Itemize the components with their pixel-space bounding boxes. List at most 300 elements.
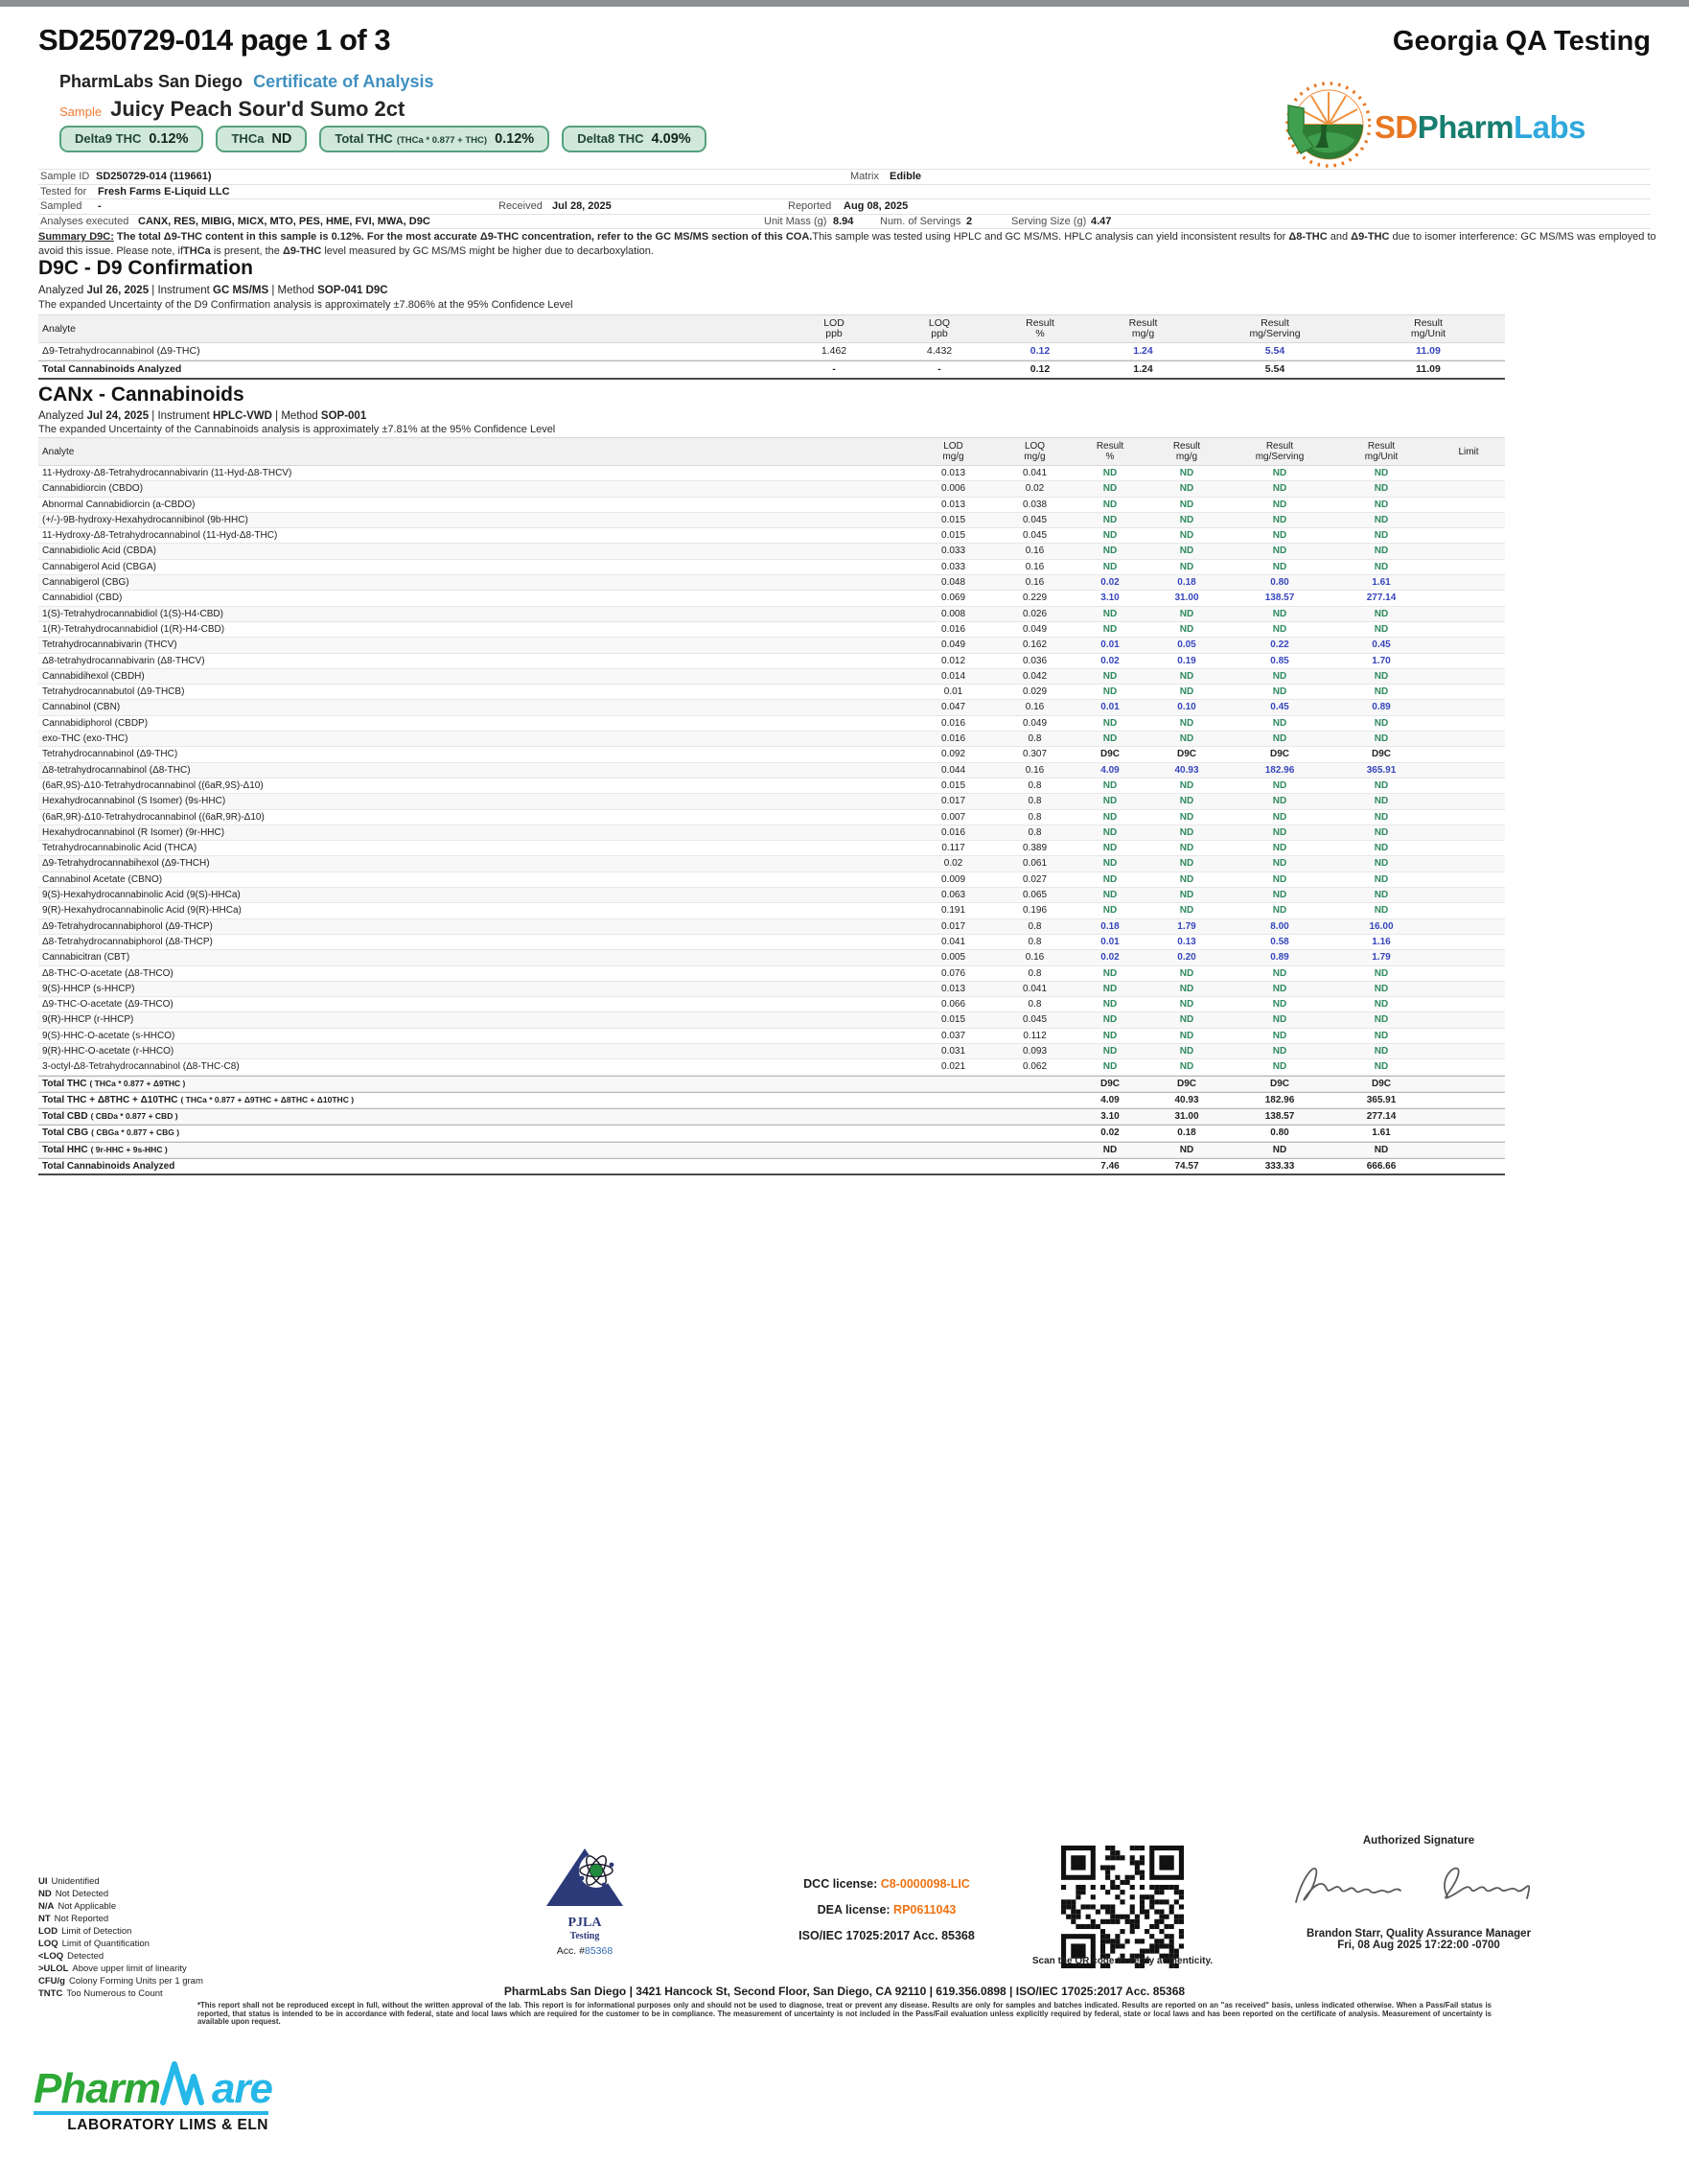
- lab-name: PharmLabs San Diego: [59, 72, 243, 91]
- lod-value: [913, 1077, 994, 1091]
- sample-label: Sample: [59, 105, 103, 119]
- table-row: [38, 1012, 1505, 1028]
- lod-value: 0.076: [940, 967, 966, 979]
- meta-text: Analyzed: [38, 410, 87, 422]
- result-mg-g: ND: [1179, 1030, 1194, 1041]
- limit-value: [1432, 997, 1505, 1011]
- qr-caption: Scan the QR code to verify authenticity.: [1031, 1956, 1214, 1966]
- info-row-sample-id: [38, 169, 1651, 184]
- limit-value: [1432, 498, 1505, 512]
- matrix-value: Edible: [890, 171, 922, 182]
- loq-value: 0.8: [1028, 967, 1042, 979]
- meta-text: | Method: [268, 285, 318, 296]
- limit-value: [1432, 685, 1505, 699]
- lod-value: 0.044: [940, 764, 966, 776]
- signer-name: Brandon Starr, Quality Assurance Manager: [1306, 1928, 1532, 1940]
- meta-text: HPLC-VWD: [213, 410, 272, 422]
- result-mg-serving: ND: [1272, 905, 1287, 917]
- analyte-name: Cannabicitran (CBT): [42, 952, 130, 964]
- pjla-name: PJLA: [567, 1916, 602, 1930]
- result-percent: 0.02: [1100, 655, 1120, 666]
- received-label: Received: [498, 200, 543, 213]
- dcc-license-value: C8-0000098-LIC: [880, 1877, 970, 1891]
- result-mg-unit: ND: [1374, 1045, 1389, 1057]
- analyte-name: Tetrahydrocannabinolic Acid (THCA): [42, 843, 197, 854]
- result-mg-serving: ND: [1272, 1144, 1287, 1155]
- analyte-name: Δ8-tetrahydrocannabinol (Δ8-THC): [42, 764, 191, 776]
- result-percent: 0.01: [1100, 702, 1120, 713]
- result-mg-serving: ND: [1272, 546, 1287, 557]
- legend-desc: Limit of Detection: [61, 1926, 132, 1937]
- result-mg-serving: ND: [1272, 717, 1287, 729]
- analyte-name: Δ8-tetrahydrocannabivarin (Δ8-THCV): [42, 655, 205, 666]
- legend-desc: Not Applicable: [58, 1901, 117, 1912]
- lod-value: 0.01: [943, 686, 963, 698]
- lod-value: 0.047: [940, 702, 966, 713]
- legend-desc: Not Detected: [55, 1889, 109, 1899]
- analyte-name: Tetrahydrocannabutol (Δ9-THCB): [42, 686, 185, 698]
- result-mg-serving: D9C: [1269, 1078, 1289, 1089]
- result-mg-serving: 0.89: [1270, 952, 1289, 964]
- result-percent: ND: [1102, 983, 1118, 994]
- pjla-accreditation: [518, 1846, 652, 1957]
- result-mg-unit: 277.14: [1366, 592, 1397, 604]
- summary-paragraph: [38, 230, 1658, 258]
- result-mg-serving: ND: [1272, 999, 1287, 1011]
- table-row: [38, 778, 1505, 794]
- result-mg-serving: ND: [1272, 890, 1287, 901]
- analyte-name: Hexahydrocannabinol (S Isomer) (9s-HHC): [42, 796, 226, 807]
- analyte-name: Δ8-Tetrahydrocannabiphorol (Δ8-THCP): [42, 936, 213, 947]
- loq-value: 0.061: [1022, 858, 1048, 870]
- limit-value: [1432, 654, 1505, 668]
- column-header: Limit: [1458, 446, 1479, 457]
- info-row-dates: [38, 198, 1651, 214]
- loq-value: 0.112: [1023, 1030, 1047, 1041]
- result-mg-g: ND: [1179, 670, 1194, 682]
- result-percent: ND: [1102, 967, 1118, 979]
- result-mg-g: ND: [1179, 905, 1194, 917]
- loq-value: 0.16: [1025, 577, 1045, 589]
- limit-value: [1432, 560, 1505, 574]
- sample-id-label: Sample ID: [40, 171, 90, 182]
- serving-size-label: Serving Size (g): [1011, 215, 1087, 227]
- analyte-name: Tetrahydrocannabinol (Δ9-THC): [42, 749, 178, 760]
- legend-abbr: UI: [38, 1876, 48, 1887]
- table-row: [38, 654, 1505, 669]
- limit-value: [1432, 841, 1505, 855]
- legend-item: [38, 1963, 203, 1975]
- badge-value: 0.12%: [149, 131, 189, 147]
- table-row: [38, 591, 1505, 606]
- loq-value: 0.049: [1022, 623, 1048, 635]
- loq-value: 0.307: [1022, 749, 1048, 760]
- result-mg-g: 40.93: [1174, 1094, 1199, 1105]
- pjla-logo-icon: [544, 1896, 626, 1913]
- result-mg-serving: 0.45: [1270, 702, 1289, 713]
- program-title: Georgia QA Testing: [1392, 26, 1651, 57]
- analyte-name: 9(S)-HHC-O-acetate (s-HHCO): [42, 1030, 175, 1041]
- limit-value: [1432, 1077, 1505, 1091]
- limit-value: [1432, 903, 1505, 918]
- table-row: [38, 872, 1505, 888]
- result-mg-serving: 138.57: [1264, 592, 1295, 604]
- loq-value: 0.049: [1022, 717, 1048, 729]
- table-row: [38, 1059, 1505, 1075]
- badge-label: Delta9 THC: [75, 131, 142, 146]
- authorized-signature-block: [1246, 1835, 1591, 1951]
- table-row: [38, 498, 1505, 513]
- loq-value: 0.045: [1022, 514, 1048, 525]
- table-row: [38, 560, 1505, 575]
- loq-value: [994, 1126, 1076, 1140]
- analyte-name: Cannabigerol Acid (CBGA): [42, 561, 156, 572]
- loq-value: 0.8: [1028, 999, 1042, 1011]
- result-percent: ND: [1102, 779, 1118, 791]
- limit-value: [1432, 747, 1505, 761]
- limit-value: [1432, 466, 1505, 480]
- analyte-name: Total THC + Δ8THC + Δ10THC: [42, 1094, 178, 1105]
- limit-value: [1432, 669, 1505, 684]
- result-mg-serving: ND: [1272, 561, 1287, 572]
- analyte-name: Total THC: [42, 1078, 87, 1089]
- result-mg-unit: 1.70: [1372, 655, 1391, 666]
- canx-table-rows: [38, 466, 1505, 1175]
- tested-for-value: Fresh Farms E-Liquid LLC: [98, 185, 230, 197]
- loq-value: 0.16: [1025, 702, 1045, 713]
- sdpharmlabs-wordmark: SDPharmLabs: [1374, 108, 1585, 145]
- result-mg-unit: ND: [1374, 733, 1389, 745]
- result-mg-unit: D9C: [1371, 749, 1391, 760]
- potency-badge: [59, 126, 203, 152]
- result-mg-unit: ND: [1374, 561, 1389, 572]
- result-percent: D9C: [1099, 749, 1120, 760]
- limit-value: [1432, 856, 1505, 871]
- legend-item: [38, 1913, 203, 1925]
- analyte-name: 3-octyl-Δ8-Tetrahydrocannabinol (Δ8-THC-C8): [42, 1061, 240, 1073]
- loq-value: [994, 1093, 1076, 1107]
- limit-value: [1432, 622, 1505, 637]
- result-percent: ND: [1102, 999, 1118, 1011]
- summary-text: THCa: [183, 244, 211, 257]
- result-mg-g: 40.93: [1174, 764, 1199, 776]
- limit-value: [1432, 950, 1505, 964]
- result-mg-serving: 0.80: [1270, 577, 1289, 589]
- limit-value: [1432, 1109, 1505, 1124]
- result-mg-serving: ND: [1272, 1061, 1287, 1073]
- table-row: [38, 888, 1505, 903]
- result-mg-serving: ND: [1272, 686, 1287, 698]
- limit-value: [1432, 1159, 1505, 1173]
- analyte-formula: ( THCa * 0.877 + Δ9THC ): [89, 1078, 186, 1088]
- result-mg-g: ND: [1179, 717, 1194, 729]
- analyte-name: (6aR,9S)-Δ10-Tetrahydrocannabinol ((6aR,9S)-Δ10): [42, 779, 264, 791]
- limit-value: [1432, 607, 1505, 621]
- result-mg-serving: ND: [1272, 843, 1287, 854]
- legend-abbr: LOD: [38, 1926, 58, 1937]
- result-percent: ND: [1102, 890, 1118, 901]
- result-mg-unit: 11.09: [1416, 345, 1441, 357]
- result-mg-serving: 5.54: [1264, 345, 1285, 357]
- signature-image: [1275, 1909, 1562, 1925]
- result-mg-serving: ND: [1272, 514, 1287, 525]
- column-header: LOD ppb: [823, 317, 844, 339]
- lod-value: 0.014: [940, 670, 966, 682]
- badge-label: Delta8 THC: [577, 131, 644, 146]
- limit-value: [1432, 919, 1505, 934]
- result-percent: ND: [1102, 843, 1118, 854]
- table-row: [38, 669, 1505, 685]
- result-mg-g: 1.24: [1133, 363, 1153, 375]
- result-mg-serving: ND: [1272, 858, 1287, 870]
- loq-value: [994, 1159, 1076, 1173]
- analyte-name: Total CBG: [42, 1127, 89, 1139]
- analyte-name: Tetrahydrocannabivarin (THCV): [42, 639, 177, 651]
- analyte-name: (6aR,9R)-Δ10-Tetrahydrocannabinol ((6aR,9R)-Δ10): [42, 811, 265, 823]
- result-mg-g: 0.18: [1177, 1127, 1196, 1139]
- d9c-meta-line: [38, 285, 388, 296]
- legend-desc: Detected: [67, 1951, 104, 1962]
- result-percent: 3.10: [1100, 592, 1120, 604]
- lod-value: 0.016: [940, 717, 966, 729]
- result-percent: ND: [1102, 546, 1118, 557]
- result-percent: ND: [1102, 561, 1118, 572]
- loq-value: 0.16: [1025, 952, 1045, 964]
- result-mg-unit: ND: [1374, 905, 1389, 917]
- potency-badge: [319, 126, 549, 152]
- analyte-name: 9(R)-Hexahydrocannabinolic Acid (9(R)-HHCa): [42, 905, 242, 917]
- limit-value: [1432, 888, 1505, 902]
- analyte-name: 1(S)-Tetrahydrocannabidiol (1(S)-H4-CBD): [42, 608, 223, 619]
- pharmware-ware: are: [211, 2065, 273, 2112]
- table-row: [38, 950, 1505, 965]
- canx-uncertainty: The expanded Uncertainty of the Cannabinoids analysis is approximately ±7.81% at the 95% Confidence Level: [38, 424, 556, 435]
- lod-value: 0.117: [941, 843, 965, 854]
- result-percent: 0.02: [1100, 1127, 1120, 1139]
- loq-value: 0.8: [1028, 936, 1042, 947]
- analyses-label: Analyses executed: [40, 215, 129, 227]
- limit-value: [1432, 966, 1505, 981]
- result-percent: ND: [1102, 858, 1118, 870]
- lod-value: 0.049: [940, 639, 966, 651]
- result-mg-g: ND: [1179, 779, 1194, 791]
- table-row: [38, 607, 1505, 622]
- legend-abbr: NT: [38, 1914, 51, 1924]
- lab-address-line: PharmLabs San Diego | 3421 Hancock St, Second Floor, San Diego, CA 92110 | 619.356.0898 | ISO/IEC 17025:2017 Acc. 85368: [503, 1985, 1186, 1998]
- result-mg-g: 0.10: [1177, 702, 1196, 713]
- analyte-name: Abnormal Cannabidiorcin (a-CBDO): [42, 499, 196, 510]
- legend-desc: Not Reported: [54, 1914, 109, 1924]
- result-mg-g: ND: [1179, 1045, 1194, 1057]
- column-header: Result mg/g: [1172, 441, 1201, 462]
- limit-value: [1432, 700, 1505, 714]
- result-mg-g: ND: [1179, 811, 1194, 823]
- result-percent: ND: [1102, 1014, 1118, 1026]
- analyte-name: Δ8-THC-O-acetate (Δ8-THCO): [42, 967, 174, 979]
- serving-size-value: 4.47: [1091, 215, 1112, 227]
- result-mg-unit: ND: [1374, 1144, 1389, 1155]
- table-row: [38, 1142, 1505, 1158]
- result-mg-unit: ND: [1374, 670, 1389, 682]
- unit-mass-value: 8.94: [833, 215, 854, 227]
- summary-text: This sample was tested using HPLC and GC MS/MS. HPLC analysis can yield inconsistent results for: [812, 231, 1289, 243]
- result-mg-g: ND: [1179, 686, 1194, 698]
- analyte-name: 9(R)-HHCP (r-HHCP): [42, 1014, 134, 1026]
- result-mg-serving: ND: [1272, 779, 1287, 791]
- lod-value: 0.013: [940, 499, 966, 510]
- meta-text: | Instrument: [149, 285, 213, 296]
- result-mg-serving: 5.54: [1264, 363, 1285, 375]
- result-percent: ND: [1102, 1144, 1118, 1155]
- result-mg-g: ND: [1179, 999, 1194, 1011]
- limit-value: [1432, 794, 1505, 808]
- result-percent: ND: [1102, 468, 1118, 478]
- result-mg-unit: ND: [1374, 686, 1389, 698]
- sample-info-grid: [38, 169, 1651, 229]
- lod-value: 0.009: [940, 873, 966, 885]
- loq-value: -: [937, 363, 941, 375]
- legend-item: [38, 1875, 203, 1888]
- lod-value: 0.063: [940, 890, 966, 901]
- signature-date: Fri, 08 Aug 2025 17:22:00 -0700: [1337, 1940, 1500, 1951]
- result-percent: ND: [1102, 826, 1118, 838]
- result-percent: ND: [1102, 905, 1118, 917]
- limit-value: [1432, 763, 1505, 778]
- lod-value: 0.013: [940, 983, 966, 994]
- summary-text: level measured by GC MS/MS might be higher due to decarboxylation.: [321, 244, 654, 257]
- legend-desc: Colony Forming Units per 1 gram: [68, 1976, 203, 1987]
- result-mg-serving: 0.22: [1270, 639, 1289, 651]
- d9c-table-rows: [38, 343, 1505, 380]
- result-percent: ND: [1102, 514, 1118, 525]
- column-header: Result mg/Serving: [1255, 441, 1305, 462]
- limit-value: [1432, 591, 1505, 605]
- certificate-label: Certificate of Analysis: [253, 72, 434, 91]
- result-mg-unit: ND: [1374, 873, 1389, 885]
- sdpharmlabs-logo: [1283, 81, 1585, 174]
- result-mg-g: D9C: [1176, 1078, 1196, 1089]
- analyte-name: Cannabinol Acetate (CBNO): [42, 873, 163, 885]
- loq-value: 0.027: [1022, 873, 1048, 885]
- lod-value: 0.048: [940, 577, 966, 589]
- result-mg-serving: 0.80: [1270, 1127, 1289, 1139]
- result-mg-g: ND: [1179, 608, 1194, 619]
- table-row: [38, 544, 1505, 559]
- result-mg-serving: ND: [1272, 1014, 1287, 1026]
- window-edge: [0, 0, 1689, 7]
- analyte-name: Δ9-Tetrahydrocannabinol (Δ9-THC): [42, 345, 200, 357]
- summary-text: due to isomer interference: GC MS/MS was employed to avoid this issue. Please note, if: [38, 231, 1656, 257]
- loq-value: 0.8: [1028, 733, 1042, 745]
- lod-value: 0.033: [940, 546, 966, 557]
- result-mg-g: ND: [1179, 468, 1194, 478]
- column-header: LOQ mg/g: [1024, 441, 1046, 462]
- result-mg-serving: 0.58: [1270, 936, 1289, 947]
- canx-meta-line: [38, 410, 366, 422]
- accreditation-link[interactable]: 85368: [584, 1945, 613, 1957]
- table-row: [38, 1158, 1505, 1175]
- loq-value: 0.16: [1025, 764, 1045, 776]
- result-mg-unit: ND: [1374, 843, 1389, 854]
- legend-desc: Above upper limit of linearity: [72, 1963, 187, 1974]
- loq-value: [994, 1077, 1076, 1091]
- result-mg-g: ND: [1179, 623, 1194, 635]
- canx-table-header: [38, 437, 1505, 466]
- table-row: [38, 716, 1505, 732]
- loq-value: [994, 1143, 1076, 1157]
- info-row-analyses: [38, 214, 1651, 229]
- legend-desc: Unidentified: [51, 1876, 100, 1887]
- result-mg-g: 0.20: [1177, 952, 1196, 964]
- limit-value: [1432, 1029, 1505, 1043]
- lod-value: 0.012: [940, 655, 966, 666]
- badge-value: 0.12%: [495, 131, 535, 147]
- legend-item: [38, 1888, 203, 1900]
- result-mg-unit: 0.89: [1372, 702, 1391, 713]
- lod-value: 0.069: [940, 592, 966, 604]
- column-header: Result mg/Serving: [1249, 317, 1301, 339]
- limit-value: [1432, 1143, 1505, 1157]
- analyte-name: Cannabidiorcin (CBDO): [42, 483, 144, 495]
- result-percent: ND: [1102, 670, 1118, 682]
- analyte-name: Cannabidihexol (CBDH): [42, 670, 145, 682]
- table-row: [38, 622, 1505, 638]
- lod-value: [913, 1093, 994, 1107]
- loq-value: 0.162: [1022, 639, 1048, 651]
- result-mg-unit: ND: [1374, 826, 1389, 838]
- result-mg-unit: 1.61: [1372, 1127, 1391, 1139]
- meta-text: Analyzed: [38, 285, 87, 296]
- loq-value: 0.036: [1022, 655, 1048, 666]
- loq-value: 0.029: [1022, 686, 1048, 698]
- abbreviation-legend: [38, 1875, 203, 2000]
- limit-value: [1432, 638, 1505, 652]
- analyte-name: Δ9-Tetrahydrocannabihexol (Δ9-THCH): [42, 858, 210, 870]
- dea-license-line: DEA license: RP0611043: [817, 1903, 957, 1917]
- legend-abbr: TNTC: [38, 1988, 63, 1999]
- meta-text: Jul 24, 2025: [86, 410, 150, 422]
- table-row: [38, 982, 1505, 997]
- result-percent: 7.46: [1100, 1161, 1120, 1173]
- result-mg-unit: 1.79: [1372, 952, 1391, 964]
- meta-text: Jul 26, 2025: [86, 285, 150, 296]
- result-mg-serving: ND: [1272, 1030, 1287, 1041]
- analyte-name: 9(R)-HHC-O-acetate (r-HHCO): [42, 1045, 174, 1057]
- result-percent: ND: [1102, 1061, 1118, 1073]
- analyte-name: Total Cannabinoids Analyzed: [42, 1161, 175, 1173]
- column-header-analyte: Analyte: [42, 323, 77, 335]
- legend-desc: Too Numerous to Count: [66, 1988, 163, 1999]
- result-mg-g: ND: [1179, 561, 1194, 572]
- result-percent: ND: [1102, 1030, 1118, 1041]
- analyte-formula: ( CBGa * 0.877 + CBG ): [91, 1127, 180, 1138]
- result-mg-g: ND: [1179, 530, 1194, 542]
- result-percent: 0.12: [1030, 363, 1051, 375]
- column-header: Result mg/Unit: [1364, 441, 1399, 462]
- lod-value: 0.033: [940, 561, 966, 572]
- disclaimer-text: *This report shall not be reproduced except in full, without the written approval of the lab. This report is for informational purposes only and should not be used to diagnose, treat or prevent any disease. Results are only for samples and batches indicated. Results are reported on an "as received" basis, unless indicated otherwise. When a Pass/Fail status is reported, that status is intended to be in accordance with federal, state and local laws which are required for the customer to be in compliance. The measurement of uncertainty is not included in the Pass/Fail evaluation unless explicitly required by federal, state or local laws and has been reported on the certificate of analysis. Measurement of uncertainty is available upon request.: [197, 2001, 1492, 2027]
- result-percent: 0.02: [1100, 952, 1120, 964]
- result-mg-g: ND: [1179, 983, 1194, 994]
- analyte-name: Cannabidiphorol (CBDP): [42, 717, 149, 729]
- dea-license-value: RP0611043: [893, 1903, 957, 1917]
- table-row: [38, 1044, 1505, 1059]
- lod-value: 0.008: [940, 608, 966, 619]
- result-mg-g: 1.24: [1133, 345, 1153, 357]
- result-mg-g: ND: [1179, 483, 1194, 495]
- result-mg-serving: ND: [1272, 983, 1287, 994]
- result-mg-serving: ND: [1272, 733, 1287, 745]
